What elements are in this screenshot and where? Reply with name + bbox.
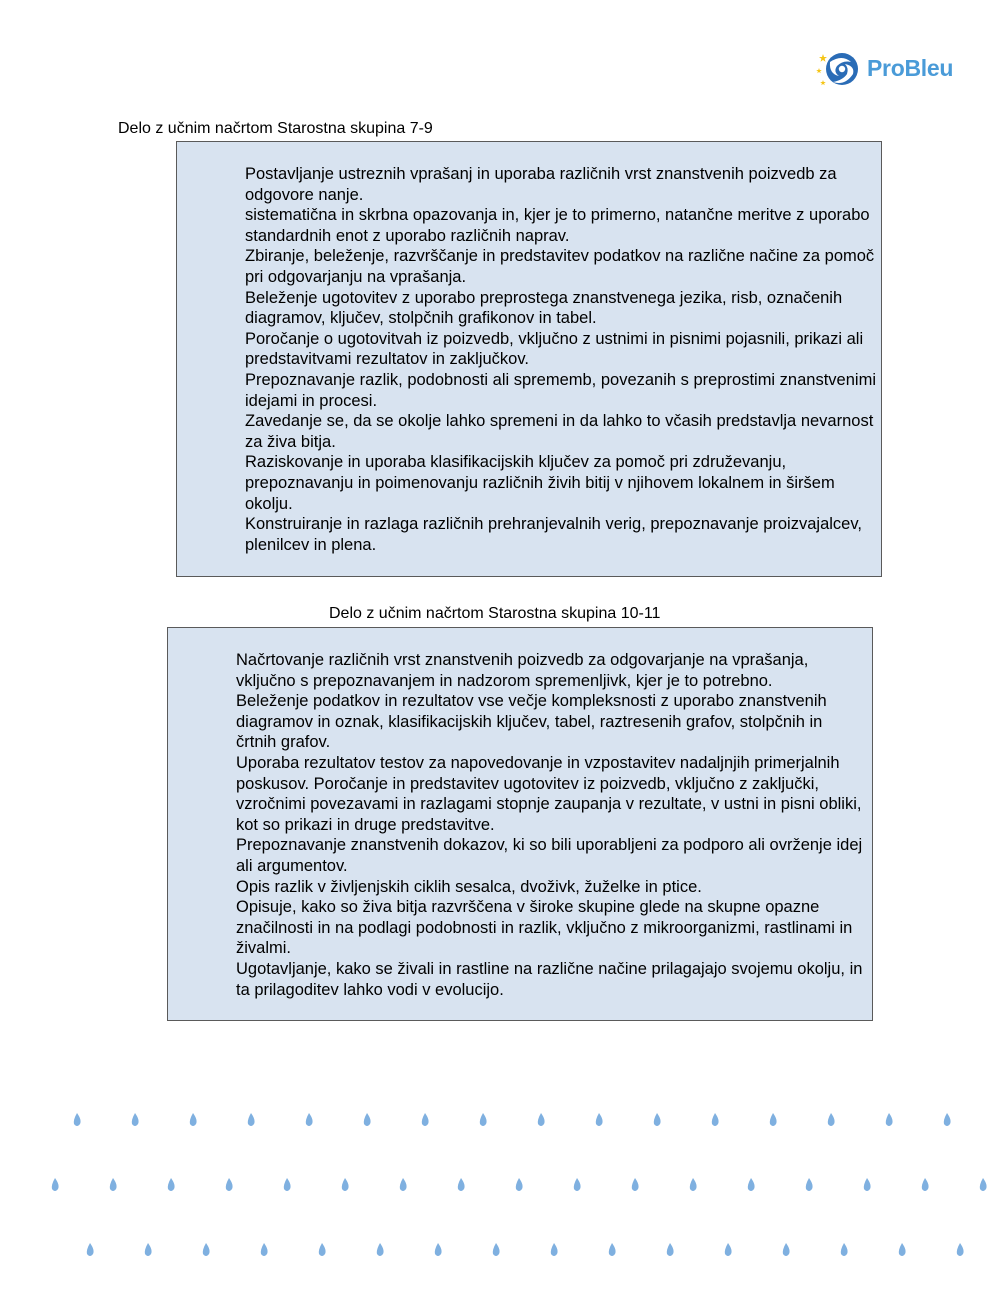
raindrop-icon (342, 1178, 349, 1191)
raindrop-icon (422, 1113, 429, 1126)
raindrop-icon (74, 1113, 81, 1126)
section1-item: Beleženje ugotovitev z uporabo preprostega znanstvenega jezika, risb, označenih diagramov, ključev, stolpčnih grafikonov in tabel. (245, 288, 843, 328)
raindrop-icon (284, 1178, 291, 1191)
raindrop-icon (377, 1243, 384, 1256)
probleu-logo (815, 46, 965, 94)
section1-item: Konstruiranje in razlaga različnih prehranjevalnih verig, prepoznavanje proizvajalcev, plenilcev in plena. (245, 515, 862, 554)
section2-item: Prepoznavanje znanstvenih dokazov, ki so bili uporabljeni za podporo ali ovrženje idej ali argumentov. (236, 836, 863, 875)
section1-item: sistematična in skrbna opazovanja in, kjer je to primerno, natančne meritve z uporabo standardnih enot z uporabo različnih naprav. (245, 206, 870, 245)
raindrop-icon (168, 1178, 175, 1191)
section2-box (167, 627, 873, 1021)
raindrop-icon (770, 1113, 777, 1126)
raindrop-icon (574, 1178, 581, 1191)
raindrop-icon (783, 1243, 790, 1256)
logo-text: ProBleu (867, 55, 954, 81)
raindrop-icon (690, 1178, 697, 1191)
raindrop-icon (654, 1113, 661, 1126)
section2-item: Uporaba rezultatov testov za napovedovanje in vzpostavitev nadaljnjih primerjalnih poskusov. Poročanje in predstavitev ugotovitev iz poizvedb, vključno z zaključki, vzročnimi povezavami in razlagami stopnje zaupanja v rezultate, v ustni in pisni obliki, kot so prikazi in druge predstavitve. (236, 753, 862, 834)
raindrop-icon (712, 1113, 719, 1126)
raindrop-icon (145, 1243, 152, 1256)
raindrop-icon (190, 1113, 197, 1126)
raindrop-icon (864, 1178, 871, 1191)
raindrop-icon (110, 1178, 117, 1191)
raindrop-icon (632, 1178, 639, 1191)
raindrop-icon (980, 1178, 987, 1191)
raindrop-icon (725, 1243, 732, 1256)
raindrop-icon (516, 1178, 523, 1191)
raindrop-icon (400, 1178, 407, 1191)
raindrop-icon (248, 1113, 255, 1126)
probleu-logo-icon (815, 46, 865, 94)
raindrop-icon (828, 1113, 835, 1126)
raindrop-icon (596, 1113, 603, 1126)
section1-item: Zavedanje se, da se okolje lahko spremeni in da lahko to včasih predstavlja nevarnost za živa bitja. (245, 412, 874, 451)
raindrop-icon (944, 1113, 951, 1126)
section1-list (245, 164, 877, 555)
section1-box (176, 141, 882, 577)
raindrop-icon (899, 1243, 906, 1256)
raindrop-icon (364, 1113, 371, 1126)
section2-item: Opis razlik v življenjskih ciklih sesalca, dvoživk, žuželke in ptice. (236, 877, 702, 896)
raindrop-icon (806, 1178, 813, 1191)
section1-heading: Delo z učnim načrtom Starostna skupina 7-9 (118, 120, 433, 137)
raindrop-icon (261, 1243, 268, 1256)
raindrop-icon (538, 1113, 545, 1126)
raindrop-icon (306, 1113, 313, 1126)
section1-item: Poročanje o ugotovitvah iz poizvedb, vključno z ustnimi in pisnimi pojasnili, prikazi ali predstavitvami rezultatov in zaključkov. (245, 329, 864, 369)
raindrop-icon (748, 1178, 755, 1191)
raindrop-icon (52, 1178, 59, 1191)
section1-item: Raziskovanje in uporaba klasifikacijskih ključev za pomoč pri združevanju, prepoznavanju in poimenovanju različnih živih bitij v njihovem lokalnem in širšem okolju. (245, 453, 835, 513)
raindrop-icon (609, 1243, 616, 1256)
raindrop-icon (87, 1243, 94, 1256)
raindrop-icon (132, 1113, 139, 1126)
raindrop-icon (886, 1113, 893, 1126)
section2-heading: Delo z učnim načrtom Starostna skupina 10-11 (329, 605, 661, 622)
raindrop-icon (226, 1178, 233, 1191)
section2-item: Ugotavljanje, kako se živali in rastline na različne načine prilagajajo svojemu okolju, in ta prilagoditev lahko vodi v evolucijo. (236, 959, 863, 999)
raindrop-icon (493, 1243, 500, 1256)
section2-item: Opisuje, kako so živa bitja razvrščena v široke skupine glede na skupne opazne značilnosti in na podlagi podobnosti in razlik, vključno z mikroorganizmi, rastlinami in živalmi. (236, 898, 853, 958)
raindrop-icon (957, 1243, 964, 1256)
raindrop-icon (841, 1243, 848, 1256)
section1-item: Postavljanje ustreznih vprašanj in uporaba različnih vrst znanstvenih poizvedb za odgovore nanje. (245, 165, 837, 204)
raindrop-icon (551, 1243, 558, 1256)
raindrop-icon (458, 1178, 465, 1191)
raindrop-icon (435, 1243, 442, 1256)
section2-item: Načrtovanje različnih vrst znanstvenih poizvedb za odgovarjanje na vprašanja, vključno s prepoznavanjem in nadzorom spremenljivk, kjer je to potrebno. (236, 651, 809, 690)
raindrop-icon (319, 1243, 326, 1256)
section2-item: Beleženje podatkov in rezultatov vse večje kompleksnosti z uporabo znanstvenih diagramov in oznak, klasifikacijskih ključev, tabel, raztresenih grafov, stolpčnih in črtnih grafov. (236, 692, 827, 752)
raindrop-pattern (0, 1100, 1000, 1270)
section1-item: Zbiranje, beleženje, razvrščanje in predstavitev podatkov na različne načine za pomoč pri odgovarjanju na vprašanja. (245, 247, 875, 286)
section2-list (236, 650, 866, 1000)
raindrop-icon (667, 1243, 674, 1256)
raindrop-icon (922, 1178, 929, 1191)
section1-item: Prepoznavanje razlik, podobnosti ali sprememb, povezanih s preprostimi znanstvenimi idejami in procesi. (245, 370, 876, 410)
raindrop-icon (480, 1113, 487, 1126)
raindrop-icon (203, 1243, 210, 1256)
